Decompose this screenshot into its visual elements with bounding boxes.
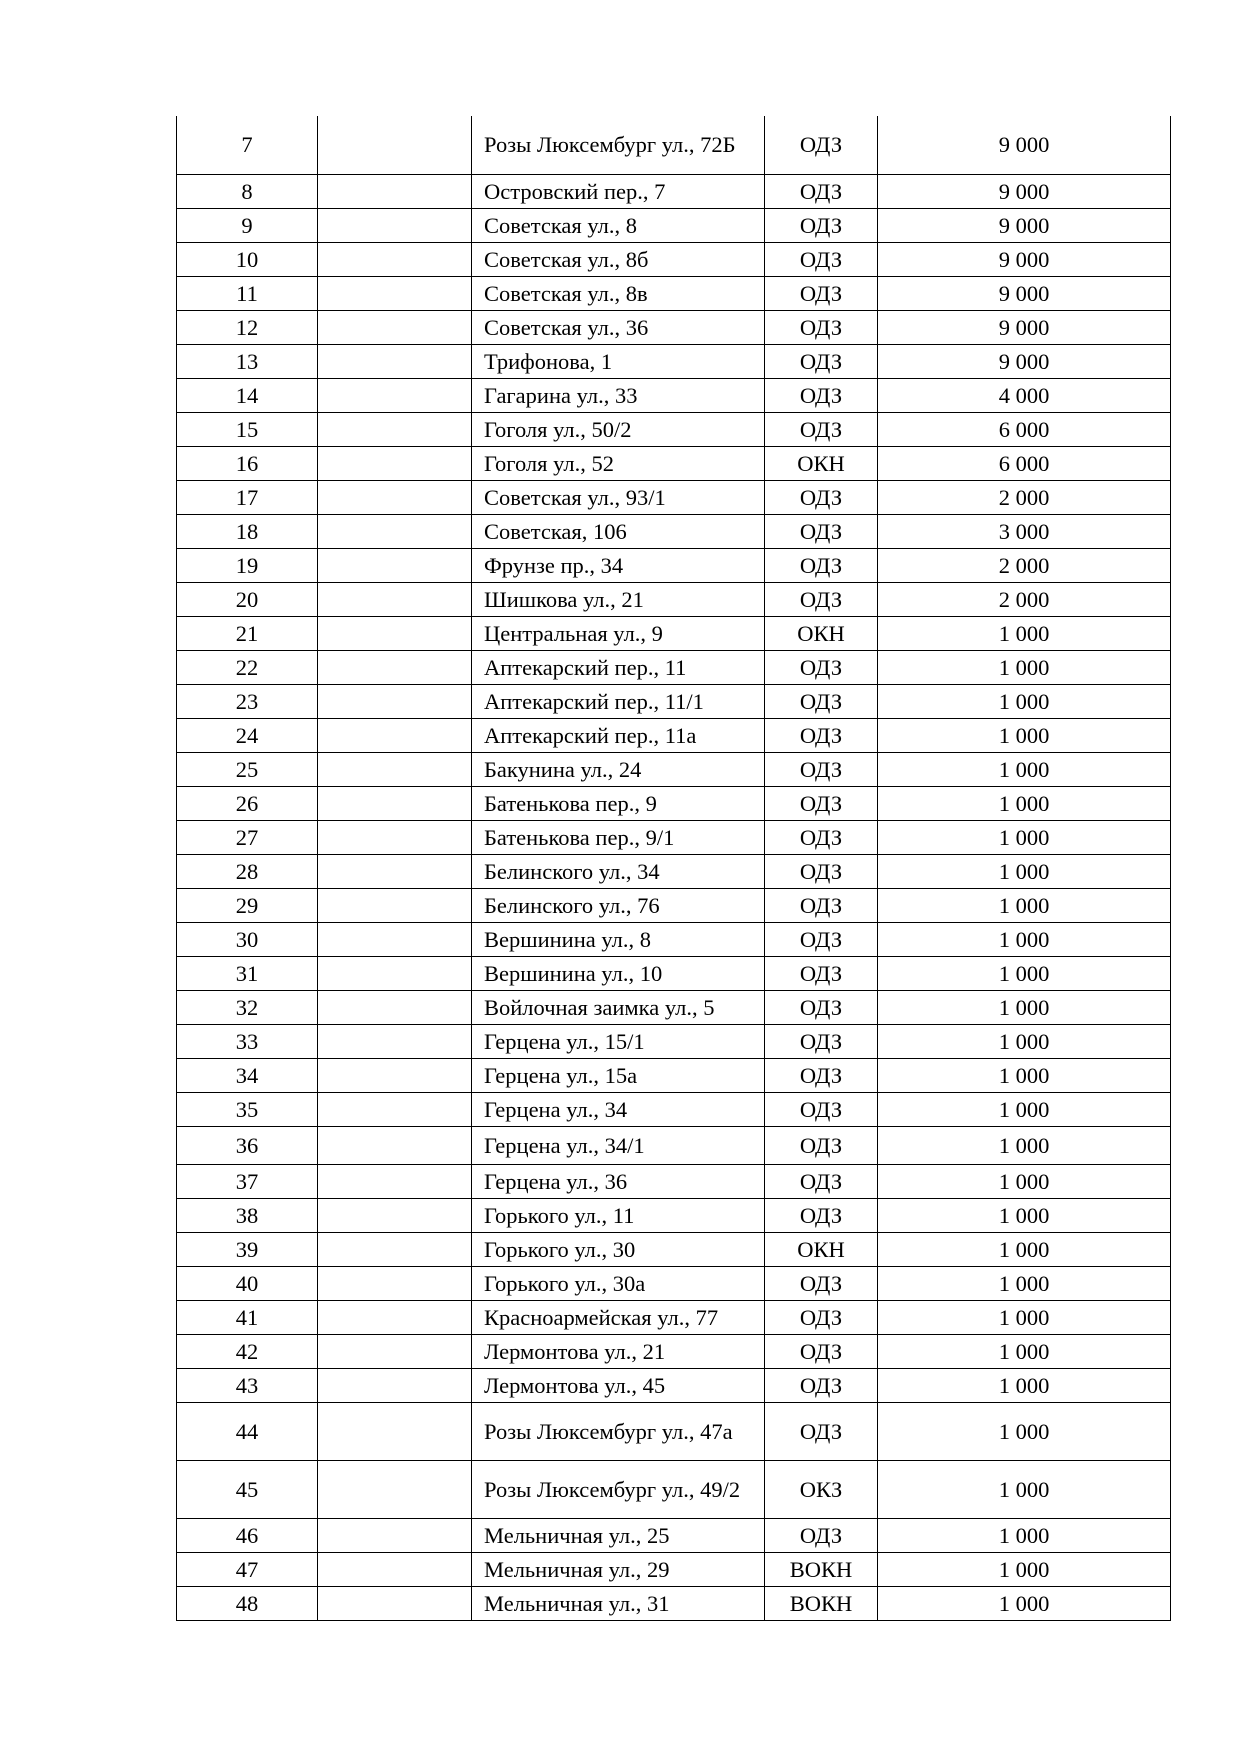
- empty-cell: [318, 208, 472, 242]
- address-cell: Аптекарский пер., 11: [472, 650, 765, 684]
- row-number-cell: 15: [177, 412, 318, 446]
- amount-cell: 6 000: [878, 412, 1171, 446]
- table-row: [177, 956, 1171, 990]
- empty-cell: [318, 1058, 472, 1092]
- table-row: [177, 922, 1171, 956]
- amount-cell: 1 000: [878, 1518, 1171, 1552]
- table-row: [177, 752, 1171, 786]
- table-row: [177, 276, 1171, 310]
- amount-cell: 1 000: [878, 956, 1171, 990]
- type-cell: ОДЗ: [765, 310, 878, 344]
- amount-cell: 1 000: [878, 1164, 1171, 1198]
- row-number-cell: 45: [177, 1460, 318, 1518]
- empty-cell: [318, 888, 472, 922]
- amount-cell: 2 000: [878, 582, 1171, 616]
- empty-cell: [318, 378, 472, 412]
- table-row: [177, 1368, 1171, 1402]
- type-cell: ОДЗ: [765, 1266, 878, 1300]
- row-number-cell: 17: [177, 480, 318, 514]
- type-cell: ОДЗ: [765, 514, 878, 548]
- type-cell: ОДЗ: [765, 956, 878, 990]
- row-number-cell: 33: [177, 1024, 318, 1058]
- row-number-cell: 18: [177, 514, 318, 548]
- row-number-cell: 46: [177, 1518, 318, 1552]
- amount-cell: 1 000: [878, 922, 1171, 956]
- table-row: [177, 1198, 1171, 1232]
- table-row: [177, 1334, 1171, 1368]
- empty-cell: [318, 412, 472, 446]
- type-cell: ОДЗ: [765, 922, 878, 956]
- address-cell: Бакунина ул., 24: [472, 752, 765, 786]
- table-row: [177, 548, 1171, 582]
- table-row: [177, 1586, 1171, 1620]
- type-cell: ОДЗ: [765, 1126, 878, 1164]
- table-row: [177, 990, 1171, 1024]
- table-row: [177, 344, 1171, 378]
- table-row: [177, 310, 1171, 344]
- amount-cell: 1 000: [878, 616, 1171, 650]
- empty-cell: [318, 446, 472, 480]
- amount-cell: 9 000: [878, 116, 1171, 174]
- empty-cell: [318, 1460, 472, 1518]
- table-row: [177, 242, 1171, 276]
- table-row: [177, 616, 1171, 650]
- table-row: [177, 1058, 1171, 1092]
- amount-cell: 1 000: [878, 684, 1171, 718]
- table-row: [177, 1164, 1171, 1198]
- empty-cell: [318, 344, 472, 378]
- empty-cell: [318, 548, 472, 582]
- address-cell: Герцена ул., 15/1: [472, 1024, 765, 1058]
- type-cell: ВОКН: [765, 1552, 878, 1586]
- empty-cell: [318, 310, 472, 344]
- document-page: [176, 116, 1170, 1621]
- address-cell: Советская ул., 93/1: [472, 480, 765, 514]
- type-cell: ОКН: [765, 446, 878, 480]
- address-cell: Красноармейская ул., 77: [472, 1300, 765, 1334]
- type-cell: ОДЗ: [765, 684, 878, 718]
- amount-cell: 1 000: [878, 1232, 1171, 1266]
- table-row: [177, 1092, 1171, 1126]
- address-cell: Мельничная ул., 31: [472, 1586, 765, 1620]
- row-number-cell: 20: [177, 582, 318, 616]
- amount-cell: 1 000: [878, 650, 1171, 684]
- type-cell: ОДЗ: [765, 1198, 878, 1232]
- address-cell: Гоголя ул., 52: [472, 446, 765, 480]
- empty-cell: [318, 1266, 472, 1300]
- table-row: [177, 1460, 1171, 1518]
- address-cell: Гоголя ул., 50/2: [472, 412, 765, 446]
- empty-cell: [318, 514, 472, 548]
- empty-cell: [318, 1164, 472, 1198]
- type-cell: ВОКН: [765, 1586, 878, 1620]
- row-number-cell: 36: [177, 1126, 318, 1164]
- amount-cell: 1 000: [878, 1552, 1171, 1586]
- table-row: [177, 1300, 1171, 1334]
- address-cell: Вершинина ул., 8: [472, 922, 765, 956]
- row-number-cell: 16: [177, 446, 318, 480]
- address-cell: Советская, 106: [472, 514, 765, 548]
- table-row: [177, 480, 1171, 514]
- amount-cell: 4 000: [878, 378, 1171, 412]
- type-cell: ОДЗ: [765, 1164, 878, 1198]
- row-number-cell: 19: [177, 548, 318, 582]
- empty-cell: [318, 854, 472, 888]
- type-cell: ОДЗ: [765, 888, 878, 922]
- amount-cell: 6 000: [878, 446, 1171, 480]
- empty-cell: [318, 1518, 472, 1552]
- amount-cell: 1 000: [878, 1024, 1171, 1058]
- table-row: [177, 116, 1171, 174]
- type-cell: ОДЗ: [765, 1092, 878, 1126]
- amount-cell: 2 000: [878, 480, 1171, 514]
- amount-cell: 9 000: [878, 276, 1171, 310]
- empty-cell: [318, 1198, 472, 1232]
- empty-cell: [318, 116, 472, 174]
- amount-cell: 9 000: [878, 174, 1171, 208]
- address-cell: Мельничная ул., 25: [472, 1518, 765, 1552]
- table-row: [177, 1232, 1171, 1266]
- table-body: [177, 116, 1171, 1620]
- empty-cell: [318, 276, 472, 310]
- type-cell: ОДЗ: [765, 820, 878, 854]
- empty-cell: [318, 1300, 472, 1334]
- address-cell: Трифонова, 1: [472, 344, 765, 378]
- address-cell: Батенькова пер., 9/1: [472, 820, 765, 854]
- empty-cell: [318, 1402, 472, 1460]
- row-number-cell: 21: [177, 616, 318, 650]
- address-cell: Советская ул., 8б: [472, 242, 765, 276]
- row-number-cell: 26: [177, 786, 318, 820]
- amount-cell: 1 000: [878, 990, 1171, 1024]
- objects-table: [176, 116, 1171, 1621]
- amount-cell: 1 000: [878, 1126, 1171, 1164]
- table-row: [177, 1518, 1171, 1552]
- table-row: [177, 582, 1171, 616]
- amount-cell: 9 000: [878, 310, 1171, 344]
- table-row: [177, 446, 1171, 480]
- row-number-cell: 48: [177, 1586, 318, 1620]
- empty-cell: [318, 1232, 472, 1266]
- amount-cell: 1 000: [878, 718, 1171, 752]
- empty-cell: [318, 956, 472, 990]
- table-row: [177, 174, 1171, 208]
- empty-cell: [318, 1368, 472, 1402]
- empty-cell: [318, 922, 472, 956]
- row-number-cell: 43: [177, 1368, 318, 1402]
- address-cell: Белинского ул., 76: [472, 888, 765, 922]
- empty-cell: [318, 684, 472, 718]
- row-number-cell: 7: [177, 116, 318, 174]
- type-cell: ОДЗ: [765, 412, 878, 446]
- row-number-cell: 28: [177, 854, 318, 888]
- empty-cell: [318, 990, 472, 1024]
- row-number-cell: 37: [177, 1164, 318, 1198]
- row-number-cell: 23: [177, 684, 318, 718]
- type-cell: ОДЗ: [765, 1300, 878, 1334]
- type-cell: ОДЗ: [765, 786, 878, 820]
- type-cell: ОДЗ: [765, 650, 878, 684]
- table-row: [177, 1266, 1171, 1300]
- type-cell: ОДЗ: [765, 276, 878, 310]
- empty-cell: [318, 174, 472, 208]
- row-number-cell: 22: [177, 650, 318, 684]
- amount-cell: 3 000: [878, 514, 1171, 548]
- type-cell: ОДЗ: [765, 718, 878, 752]
- row-number-cell: 24: [177, 718, 318, 752]
- empty-cell: [318, 786, 472, 820]
- row-number-cell: 35: [177, 1092, 318, 1126]
- address-cell: Розы Люксембург ул., 47а: [472, 1402, 765, 1460]
- table-row: [177, 1126, 1171, 1164]
- table-row: [177, 650, 1171, 684]
- amount-cell: 1 000: [878, 1402, 1171, 1460]
- table-row: [177, 208, 1171, 242]
- row-number-cell: 40: [177, 1266, 318, 1300]
- row-number-cell: 41: [177, 1300, 318, 1334]
- row-number-cell: 34: [177, 1058, 318, 1092]
- row-number-cell: 32: [177, 990, 318, 1024]
- amount-cell: 1 000: [878, 1586, 1171, 1620]
- amount-cell: 9 000: [878, 208, 1171, 242]
- address-cell: Шишкова ул., 21: [472, 582, 765, 616]
- empty-cell: [318, 616, 472, 650]
- row-number-cell: 38: [177, 1198, 318, 1232]
- type-cell: ОДЗ: [765, 1368, 878, 1402]
- type-cell: ОДЗ: [765, 1058, 878, 1092]
- amount-cell: 1 000: [878, 888, 1171, 922]
- type-cell: ОДЗ: [765, 1334, 878, 1368]
- type-cell: ОДЗ: [765, 854, 878, 888]
- address-cell: Лермонтова ул., 21: [472, 1334, 765, 1368]
- row-number-cell: 30: [177, 922, 318, 956]
- table-row: [177, 412, 1171, 446]
- empty-cell: [318, 1552, 472, 1586]
- empty-cell: [318, 242, 472, 276]
- empty-cell: [318, 1334, 472, 1368]
- empty-cell: [318, 1092, 472, 1126]
- type-cell: ОДЗ: [765, 548, 878, 582]
- table-row: [177, 820, 1171, 854]
- address-cell: Батенькова пер., 9: [472, 786, 765, 820]
- address-cell: Советская ул., 8в: [472, 276, 765, 310]
- address-cell: Герцена ул., 36: [472, 1164, 765, 1198]
- address-cell: Войлочная заимка ул., 5: [472, 990, 765, 1024]
- address-cell: Аптекарский пер., 11а: [472, 718, 765, 752]
- address-cell: Центральная ул., 9: [472, 616, 765, 650]
- table-row: [177, 1552, 1171, 1586]
- row-number-cell: 25: [177, 752, 318, 786]
- row-number-cell: 29: [177, 888, 318, 922]
- amount-cell: 1 000: [878, 752, 1171, 786]
- row-number-cell: 42: [177, 1334, 318, 1368]
- address-cell: Лермонтова ул., 45: [472, 1368, 765, 1402]
- type-cell: ОДЗ: [765, 242, 878, 276]
- row-number-cell: 39: [177, 1232, 318, 1266]
- row-number-cell: 44: [177, 1402, 318, 1460]
- table-row: [177, 888, 1171, 922]
- address-cell: Розы Люксембург ул., 72Б: [472, 116, 765, 174]
- address-cell: Горького ул., 11: [472, 1198, 765, 1232]
- type-cell: ОДЗ: [765, 378, 878, 412]
- address-cell: Советская ул., 8: [472, 208, 765, 242]
- type-cell: ОКЗ: [765, 1460, 878, 1518]
- type-cell: ОДЗ: [765, 208, 878, 242]
- type-cell: ОДЗ: [765, 1024, 878, 1058]
- empty-cell: [318, 820, 472, 854]
- address-cell: Гагарина ул., 33: [472, 378, 765, 412]
- empty-cell: [318, 480, 472, 514]
- amount-cell: 1 000: [878, 1300, 1171, 1334]
- type-cell: ОДЗ: [765, 480, 878, 514]
- type-cell: ОДЗ: [765, 1518, 878, 1552]
- amount-cell: 2 000: [878, 548, 1171, 582]
- address-cell: Советская ул., 36: [472, 310, 765, 344]
- table-row: [177, 786, 1171, 820]
- row-number-cell: 8: [177, 174, 318, 208]
- address-cell: Фрунзе пр., 34: [472, 548, 765, 582]
- amount-cell: 1 000: [878, 1334, 1171, 1368]
- type-cell: ОКН: [765, 1232, 878, 1266]
- address-cell: Островский пер., 7: [472, 174, 765, 208]
- type-cell: ОДЗ: [765, 990, 878, 1024]
- table-row: [177, 718, 1171, 752]
- address-cell: Мельничная ул., 29: [472, 1552, 765, 1586]
- amount-cell: 1 000: [878, 820, 1171, 854]
- row-number-cell: 10: [177, 242, 318, 276]
- address-cell: Вершинина ул., 10: [472, 956, 765, 990]
- type-cell: ОДЗ: [765, 1402, 878, 1460]
- row-number-cell: 13: [177, 344, 318, 378]
- address-cell: Герцена ул., 34: [472, 1092, 765, 1126]
- table-row: [177, 514, 1171, 548]
- table-row: [177, 1024, 1171, 1058]
- row-number-cell: 14: [177, 378, 318, 412]
- address-cell: Горького ул., 30а: [472, 1266, 765, 1300]
- empty-cell: [318, 1586, 472, 1620]
- type-cell: ОДЗ: [765, 116, 878, 174]
- amount-cell: 1 000: [878, 1058, 1171, 1092]
- amount-cell: 1 000: [878, 1368, 1171, 1402]
- empty-cell: [318, 582, 472, 616]
- amount-cell: 1 000: [878, 854, 1171, 888]
- type-cell: ОДЗ: [765, 752, 878, 786]
- table-row: [177, 854, 1171, 888]
- address-cell: Аптекарский пер., 11/1: [472, 684, 765, 718]
- empty-cell: [318, 1126, 472, 1164]
- row-number-cell: 31: [177, 956, 318, 990]
- address-cell: Герцена ул., 15а: [472, 1058, 765, 1092]
- table-row: [177, 378, 1171, 412]
- table-row: [177, 1402, 1171, 1460]
- empty-cell: [318, 1024, 472, 1058]
- empty-cell: [318, 718, 472, 752]
- row-number-cell: 11: [177, 276, 318, 310]
- amount-cell: 1 000: [878, 1092, 1171, 1126]
- amount-cell: 9 000: [878, 242, 1171, 276]
- row-number-cell: 27: [177, 820, 318, 854]
- type-cell: ОКН: [765, 616, 878, 650]
- amount-cell: 1 000: [878, 1460, 1171, 1518]
- amount-cell: 1 000: [878, 1266, 1171, 1300]
- empty-cell: [318, 650, 472, 684]
- row-number-cell: 9: [177, 208, 318, 242]
- address-cell: Розы Люксембург ул., 49/2: [472, 1460, 765, 1518]
- row-number-cell: 47: [177, 1552, 318, 1586]
- type-cell: ОДЗ: [765, 174, 878, 208]
- address-cell: Белинского ул., 34: [472, 854, 765, 888]
- empty-cell: [318, 752, 472, 786]
- type-cell: ОДЗ: [765, 582, 878, 616]
- address-cell: Герцена ул., 34/1: [472, 1126, 765, 1164]
- amount-cell: 9 000: [878, 344, 1171, 378]
- amount-cell: 1 000: [878, 786, 1171, 820]
- amount-cell: 1 000: [878, 1198, 1171, 1232]
- type-cell: ОДЗ: [765, 344, 878, 378]
- row-number-cell: 12: [177, 310, 318, 344]
- address-cell: Горького ул., 30: [472, 1232, 765, 1266]
- table-row: [177, 684, 1171, 718]
